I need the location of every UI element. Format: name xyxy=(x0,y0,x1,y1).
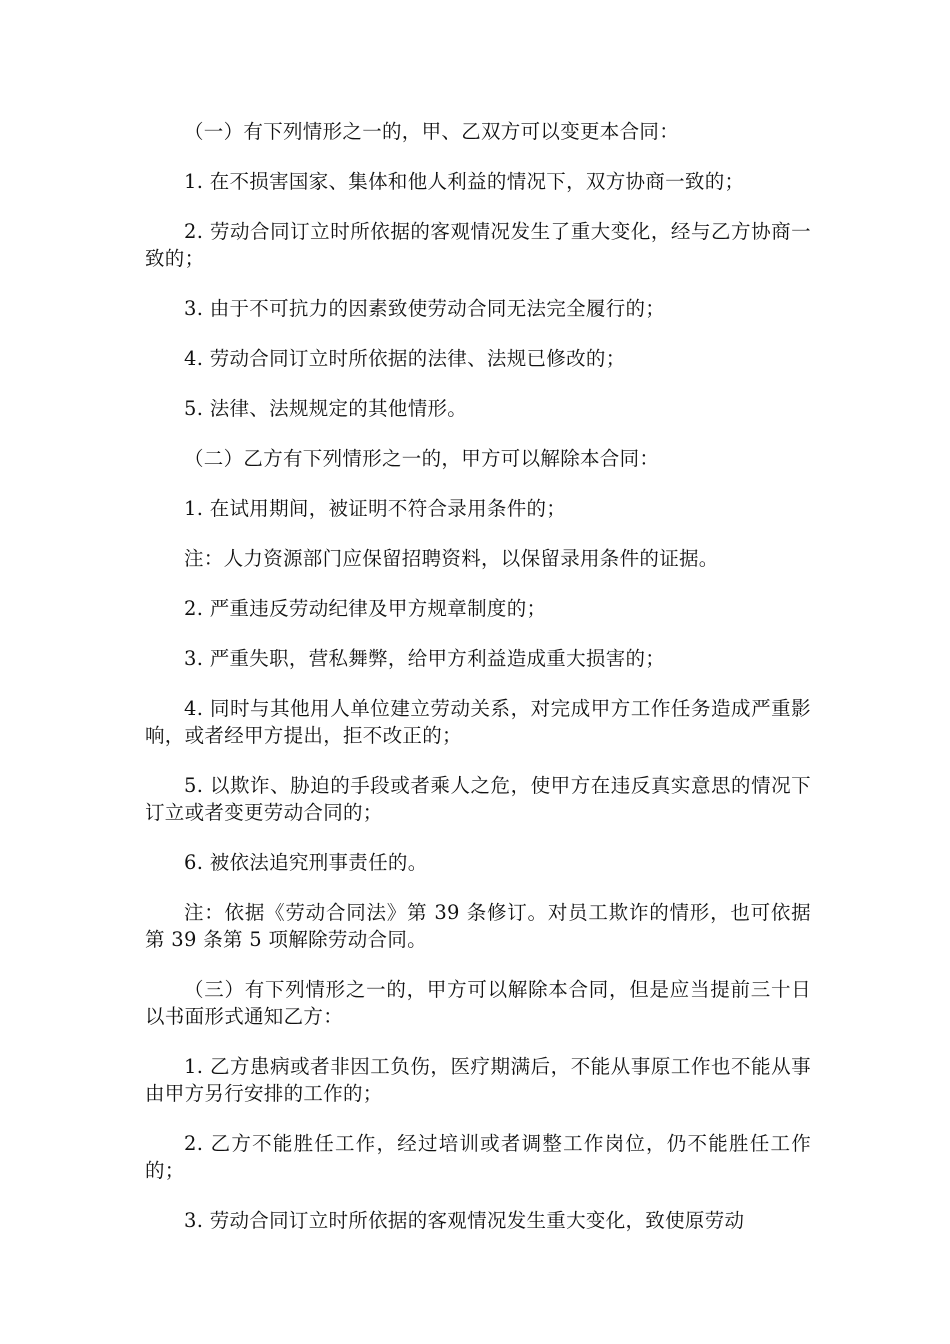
list-item: 6. 被依法追究刑事责任的。 xyxy=(184,851,428,874)
list-item: 5. 法律、法规规定的其他情形。 xyxy=(184,397,468,420)
list-item: 3. 严重失职，营私舞弊，给甲方利益造成重大损害的； xyxy=(184,647,666,670)
list-item: 2. 劳动合同订立时所依据的客观情况发生了重大变化，经与乙方协商一致的； xyxy=(145,220,811,270)
list-item: 1. 在试用期间，被证明不符合录用条件的； xyxy=(184,497,567,520)
list-item: 5. 以欺诈、胁迫的手段或者乘人之危，使甲方在违反真实意思的情况下订立或者变更劳动合同的； xyxy=(145,774,811,824)
list-item: 4. 同时与其他用人单位建立劳动关系，对完成甲方工作任务造成严重影响，或者经甲方提出，拒不改正的； xyxy=(145,697,811,747)
list-item: 1. 在不损害国家、集体和他人利益的情况下，双方协商一致的； xyxy=(184,170,745,193)
note: 注：依据《劳动合同法》第 39 条修订。对员工欺诈的情形，也可依据第 39 条第 5 项解除劳动合同。 xyxy=(145,901,811,951)
list-item: 2. 严重违反劳动纪律及甲方规章制度的； xyxy=(184,597,547,620)
section-heading-change-contract: （一）有下列情形之一的，甲、乙双方可以变更本合同： xyxy=(184,120,680,143)
note: 注：人力资源部门应保留招聘资料，以保留录用条件的证据。 xyxy=(184,547,719,570)
section-heading-notice-termination: （三）有下列情形之一的，甲方可以解除本合同，但是应当提前三十日以书面形式通知乙方： xyxy=(145,978,811,1028)
list-item: 3. 劳动合同订立时所依据的客观情况发生重大变化，致使原劳动 xyxy=(184,1209,745,1232)
list-item: 4. 劳动合同订立时所依据的法律、法规已修改的； xyxy=(184,347,626,370)
list-item: 3. 由于不可抗力的因素致使劳动合同无法完全履行的； xyxy=(184,297,666,320)
document-body xyxy=(145,118,811,1257)
list-item: 2. 乙方不能胜任工作，经过培训或者调整工作岗位，仍不能胜任工作的； xyxy=(145,1132,811,1182)
section-heading-terminate-contract: （二）乙方有下列情形之一的，甲方可以解除本合同： xyxy=(184,447,660,470)
list-item: 1. 乙方患病或者非因工负伤，医疗期满后，不能从事原工作也不能从事由甲方另行安排的工作的； xyxy=(145,1055,811,1105)
